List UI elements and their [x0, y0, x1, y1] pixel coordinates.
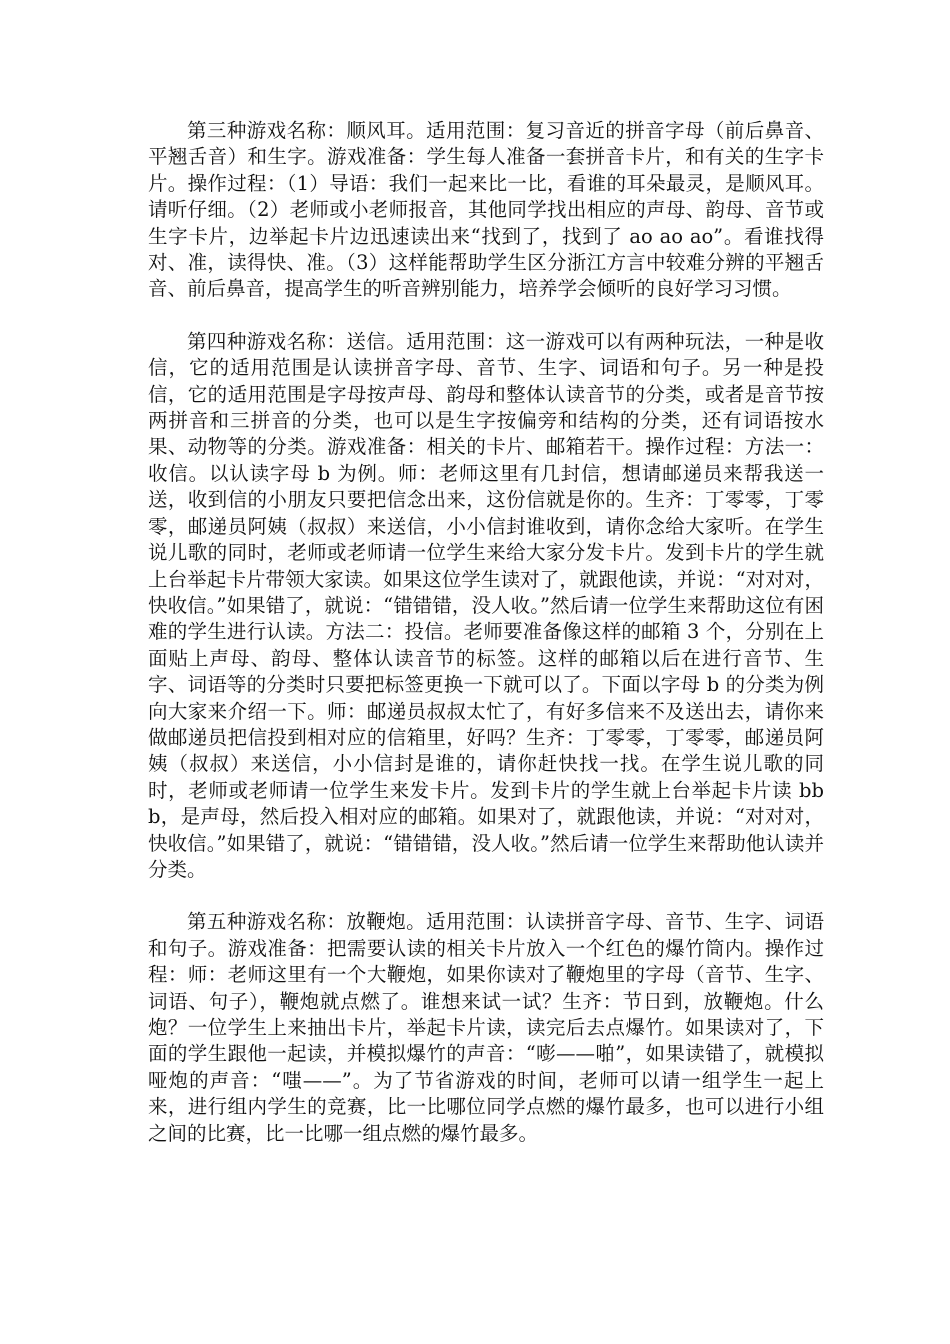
paragraph-game-5: 第五种游戏名称：放鞭炮。适用范围：认读拼音字母、音节、生字、词语和句子。游戏准备：把需要认读的相关卡片放入一个红色的爆竹筒内。操作过程：师：老师这里有一个大鞭炮，如果你读对了鞭炮里的字母（音节、生字、词语、句子），鞭炮就点燃了。谁想来试一试？生齐：节日到，放鞭炮。什么炮？一位学生上来抽出卡片，举起卡片读，读完后去点爆竹。如果读对了，下面的学生跟他一起读，并模拟爆竹的声音：“嘭——啪”，如果读错了，就模拟哑炮的声音：“嗤——”。为了节省游戏的时间，老师可以请一组学生一起上来，进行组内学生的竞赛，比一比哪位同学点燃的爆竹最多，也可以进行小组之间的比赛，比一比哪一组点燃的爆竹最多。 — [148, 910, 824, 1145]
paragraph-game-3: 第三种游戏名称：顺风耳。适用范围：复习音近的拼音字母（前后鼻音、平翘舌音）和生字。游戏准备：学生每人准备一套拼音卡片，和有关的生字卡片。操作过程：（1）导语：我们一起来比一比，看谁的耳朵最灵，是顺风耳。请听仔细。（2）老师或小老师报音，其他同学找出相应的声母、韵母、音节或生字卡片，边举起卡片边迅速读出来“找到了，找到了 ao ao ao”。看谁找得对、准，读得快、准。（3）这样能帮助学生区分浙江方言中较难分辨的平翘舌音、前后鼻音，提高学生的听音辨别能力，培养学会倾听的良好学习习惯。 — [148, 119, 824, 301]
paragraph-game-4: 第四种游戏名称：送信。适用范围：这一游戏可以有两种玩法，一种是收信，它的适用范围是认读拼音字母、音节、生字、词语和句子。另一种是投信，它的适用范围是字母按声母、韵母和整体认读音节的分类，或者是音节按两拼音和三拼音的分类，也可以是生字按偏旁和结构的分类，还有词语按水果、动物等的分类。游戏准备：相关的卡片、邮箱若干。操作过程：方法一：收信。以认读字母 b 为例。师：老师这里有几封信，想请邮递员来帮我送一送，收到信的小朋友只要把信念出来，这份信就是你的。生齐：丁零零，丁零零，邮递员阿姨（叔叔）来送信，小小信封谁收到，请你念给大家听。在学生说儿歌的同时，老师或老师请一位学生来给大家分发卡片。发到卡片的学生就上台举起卡片带领大家读。如果这位学生读对了，就跟他读，并说：“对对对，快收信。”如果错了，就说：“错错错，没人收。”然后请一位学生来帮助这位有困难的学生进行认读。方法二：投信。老师要准备像这样的邮箱 3 个，分别在上面贴上声母、韵母、整体认读音节的标签。这样的邮箱以后在进行音节、生字、词语等的分类时只要把标签更换一下就可以了。下面以字母 b 的分类为例向大家来介绍一下。师：邮递员叔叔太忙了，有好多信来不及送出去，请你来做邮递员把信投到相对应的信箱里，好吗？生齐：丁零零，丁零零，邮递员阿姨（叔叔）来送信，小小信封是谁的，请你赶快找一找。在学生说儿歌的同时，老师或老师请一位学生来发卡片。发到卡片的学生就上台举起卡片读 bbb，是声母，然后投入相对应的邮箱。如果对了，就跟他读，并说：“对对对，快收信。”如果错了，就说：“错错错，没人收。”然后请一位学生来帮助他认读并分类。 — [148, 329, 824, 881]
document-page — [148, 118, 824, 1173]
